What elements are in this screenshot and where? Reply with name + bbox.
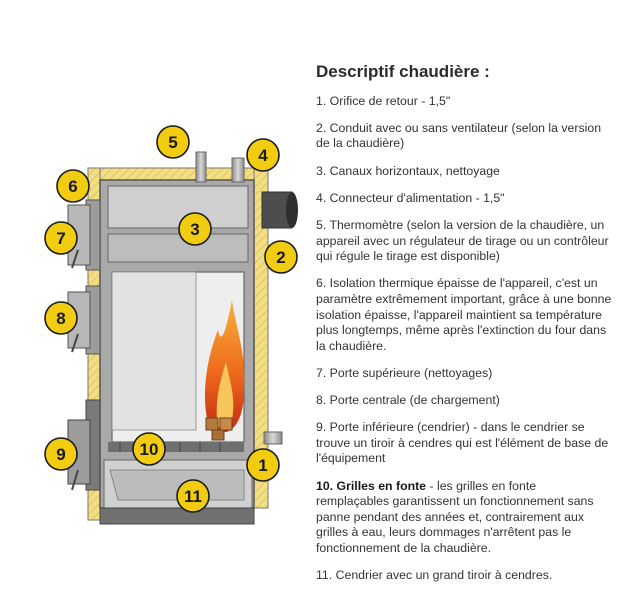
list-item-text: - les grilles en fonte remplaçables garantissent un fonctionnement sans panne pendant des années et, contrairement aux grilles à eau, leurs dommages n'arrêtent pas le fonctionnement de la chaudière. <box>316 478 594 555</box>
list-item <box>316 479 612 557</box>
callout-11 <box>177 480 209 512</box>
callout-2 <box>265 241 297 273</box>
list-item <box>316 191 612 207</box>
svg-text:11: 11 <box>184 487 202 506</box>
callout-9 <box>45 438 77 470</box>
callout-3 <box>179 213 211 245</box>
callout-5 <box>157 126 189 158</box>
svg-text:3: 3 <box>190 220 200 239</box>
list-item <box>316 94 612 110</box>
list-item-text: 5. Thermomètre (selon la version de la chaudière, un appareil avec un régulateur de tirage ou un contrôleur qui régule le tirage est disponible) <box>316 217 609 264</box>
svg-text:7: 7 <box>56 229 66 248</box>
svg-text:1: 1 <box>258 456 268 475</box>
description-panel <box>316 64 612 595</box>
list-item-text: 1. Orifice de retour - 1,5" <box>316 93 451 108</box>
boiler-diagram <box>0 0 310 597</box>
svg-text:4: 4 <box>258 146 268 165</box>
svg-text:10: 10 <box>139 440 159 459</box>
list-item <box>316 164 612 180</box>
list-item-text: 3. Canaux horizontaux, nettoyage <box>316 163 500 178</box>
list-item-text: 2. Conduit avec ou sans ventilateur (selon la version de la chaudière) <box>316 120 602 151</box>
callout-4 <box>247 139 279 171</box>
callout-6 <box>57 170 89 202</box>
svg-text:9: 9 <box>56 445 66 464</box>
svg-text:5: 5 <box>168 133 178 152</box>
list-item <box>316 218 612 265</box>
list-item-text: 11. Cendrier avec un grand tiroir à cendres. <box>316 568 553 583</box>
list-item <box>316 121 612 152</box>
svg-text:2: 2 <box>276 248 286 267</box>
description-list <box>316 94 612 584</box>
list-item <box>316 276 612 354</box>
page-title: Descriptif chaudière : <box>316 62 490 81</box>
svg-text:6: 6 <box>68 177 78 196</box>
list-item <box>316 366 612 382</box>
list-item <box>316 420 612 467</box>
list-item-text: 8. Porte centrale (de chargement) <box>316 393 500 408</box>
svg-text:8: 8 <box>56 309 66 328</box>
list-item-text: 6. Isolation thermique épaisse de l'appareil, c'est un paramètre extrêmement important, grâce à une bonne isolation épaisse, l'appareil maintient sa température plus longtemps, même après l'extinction du four dans la chaudière. <box>316 276 612 353</box>
list-item <box>316 568 612 584</box>
list-item-bold: 10. Grilles en fonte <box>316 478 427 493</box>
list-item-text: 7. Porte supérieure (nettoyages) <box>316 365 493 380</box>
callout-8 <box>45 302 77 334</box>
callout-1 <box>247 449 279 481</box>
list-item-text: 9. Porte inférieure (cendrier) - dans le cendrier se trouve un tiroir à cendres qui est l'élément de base de l'équipement <box>316 420 609 466</box>
callout-7 <box>45 222 77 254</box>
callout-10 <box>133 433 165 465</box>
list-item <box>316 393 612 409</box>
list-item-text: 4. Connecteur d'alimentation - 1,5" <box>316 190 505 205</box>
